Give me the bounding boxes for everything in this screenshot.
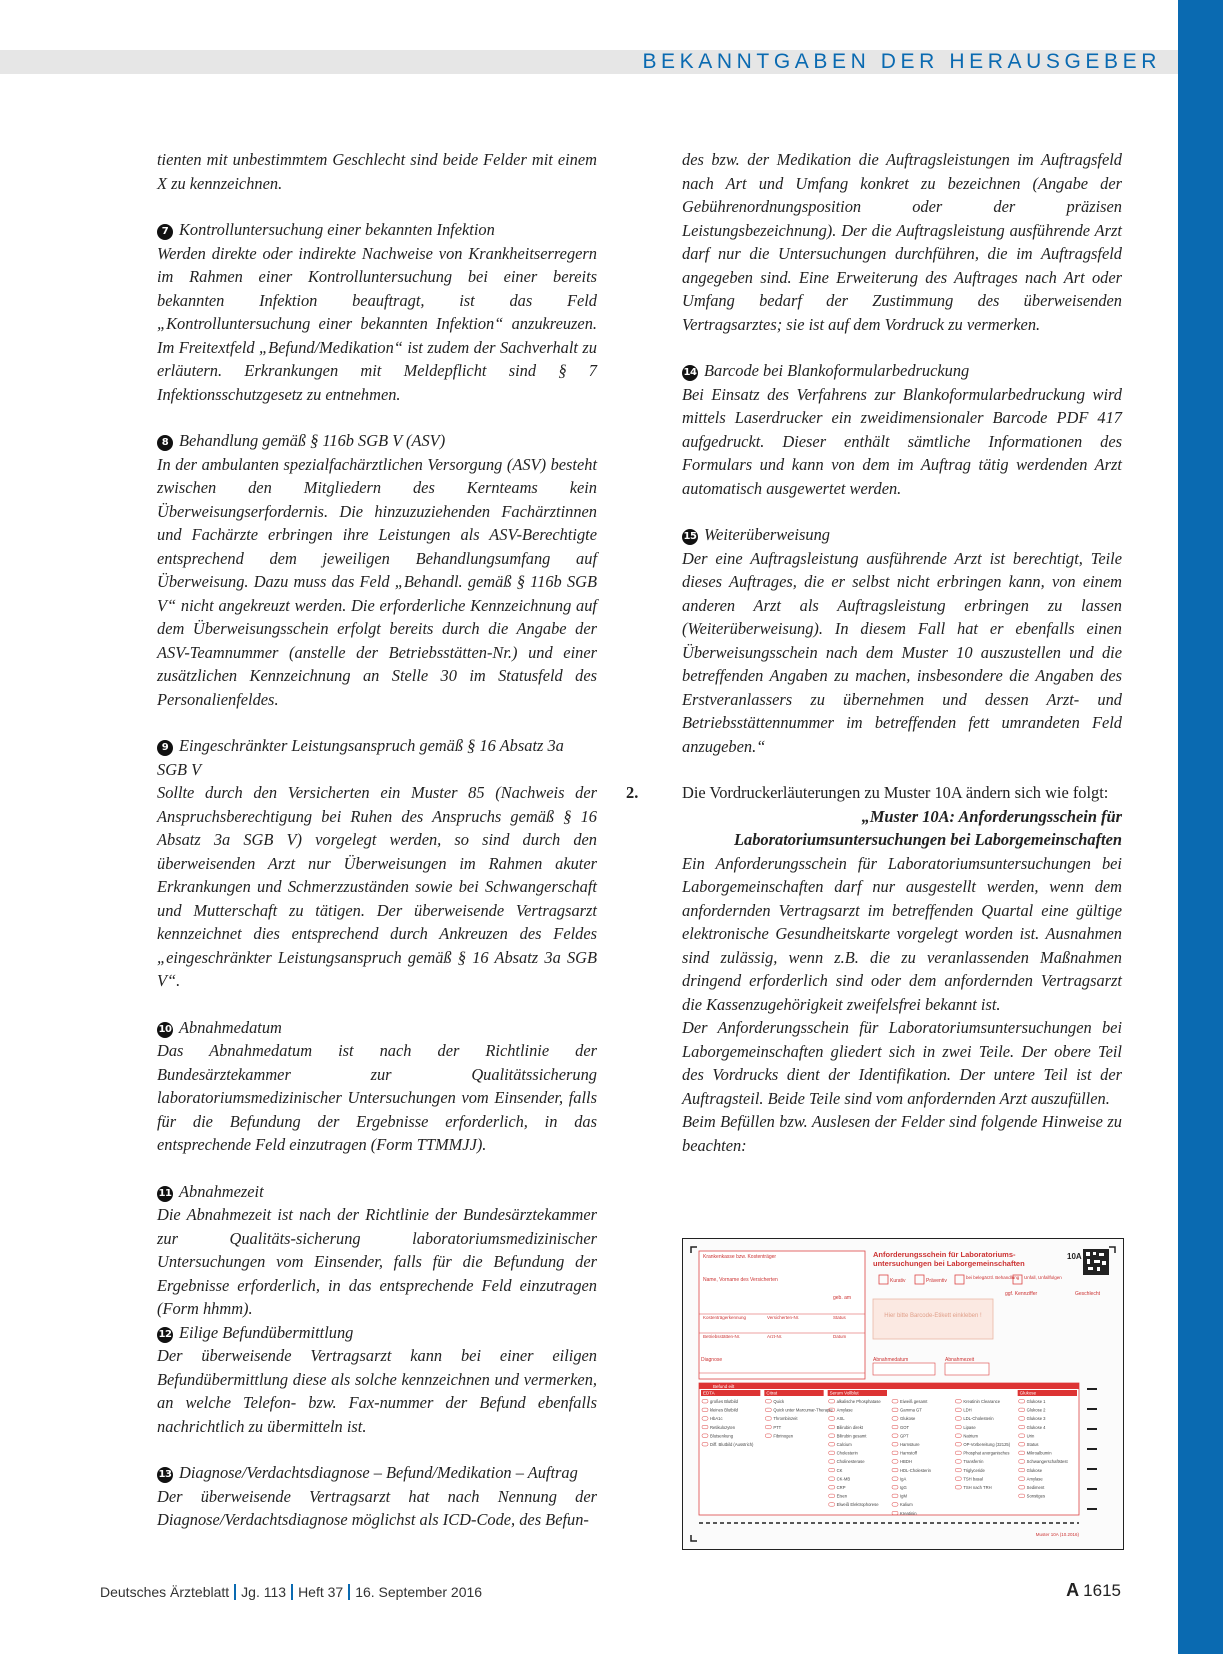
- form-label-befund-eilt: Befund eilt: [713, 1384, 735, 1389]
- number-8-icon: 8: [157, 435, 173, 451]
- lab-item-label: Cholinesterase: [836, 1459, 865, 1465]
- lab-item-label: Mikroalbumin: [1026, 1450, 1052, 1456]
- continued-paragraph: des bzw. der Medikation die Auftragsleistungen im Auftragsfeld nach Art und Umfang konkret zu bezeichnen (Angabe der Gebührenordnungsposition oder der präzisen Leistungsbezeichnung). Der die Auftragsleistung ausführende Arzt darf nur die Untersuchungen durchführen, die im Auftragsfeld angegeben sind. Eine Erweiterung des Auftrages nach Art oder Umfang bedarf der Zustimmung des überweisenden Vertragsarztes; sie ist auf dem Vordruck zu vermerken.: [682, 150, 1122, 334]
- lab-item-label: CRP: [836, 1485, 846, 1490]
- footer-separator: [234, 1584, 236, 1600]
- lab-item-label: IgA: [900, 1476, 907, 1482]
- item-2: [626, 781, 1122, 1157]
- lab-item-label: Harnsäure: [900, 1442, 920, 1447]
- lab-item-label: Natrium: [963, 1433, 979, 1439]
- section-7-title: Kontrolluntersuchung einer bekannten Infektion: [179, 220, 495, 239]
- form-label-praeventiv: Präventiv: [926, 1278, 947, 1284]
- page-footer: [100, 1584, 482, 1600]
- form-label-status: Status: [833, 1315, 846, 1320]
- lab-item-label: Eiweiß gesamt: [900, 1399, 928, 1404]
- muster-10a-form-image: [682, 1238, 1124, 1550]
- section-14: [682, 359, 1122, 500]
- lab-item-label: Kalium: [900, 1502, 913, 1508]
- item-2-paragraph-1: Ein Anforderungsschein für Laboratoriumsuntersuchungen bei Laborgemeinschaften darf nur ausgestellt werden, wenn dem anfordernden Vertragsarzt im betreffenden Quartal eine gültige elektronische Gesundheitskarte vorgelegt worden ist. Ausnahmen sind zulässig, wenn z.B. die zu veranlassenden Maßnahmen dringend erforderlich sind oder dem anfordernden Vertragsarzt die Kassenzugehörigkeit zweifelsfrei bekannt ist.: [682, 853, 1122, 1014]
- form-label-datum: Datum: [833, 1334, 847, 1339]
- form-label-geb: geb. am: [833, 1295, 852, 1301]
- lab-column-head: Citrat: [766, 1390, 778, 1396]
- page-prefix: A: [1066, 1580, 1080, 1600]
- section-11: [157, 1180, 597, 1321]
- section-7: [157, 218, 597, 406]
- lab-item-label: Eisen: [836, 1493, 848, 1499]
- lab-item-label: Transferrin: [963, 1459, 984, 1465]
- section-12-title: Eilige Befundübermittlung: [179, 1322, 354, 1342]
- footer-separator: [291, 1584, 293, 1600]
- lab-item-label: GOT: [900, 1424, 910, 1430]
- lab-item-label: Bilirubin direkt: [836, 1424, 863, 1430]
- lab-item-label: CK-MB: [836, 1476, 851, 1482]
- lab-grid-header-bar: [699, 1383, 1079, 1389]
- lab-item-label: Triglyceride: [963, 1467, 985, 1473]
- form-label-name: Name, Vorname des Versicherten: [703, 1277, 778, 1283]
- section-9-text: Sollte durch den Versicherten ein Muster 85 (Nachweis der Anspruchsberechtigung bei Ruhen des Anspruchs gemäß § 16 Absatz 3a SGB V) vorgelegt werden, so sind durch den überweisenden Arzt nur Überweisungen im Rahmen akuter Erkrankungen und Schmerzzuständen sowie bei Schwangerschaft und Mutterschaft zu tätigen. Der überweisende Vertragsarzt kennzeichnet dies entsprechend durch Ankreuzen des Feldes „eingeschränkter Leistungsanspruch gemäß § 16 Absatz 3a SGB V“.: [157, 783, 597, 990]
- section-14-text: Bei Einsatz des Verfahrens zur Blankoformularbedruckung wird mittels Laserdrucker ein zweidimensionaler Barcode PDF 417 aufgedruckt. Dieser enthält sämtliche Informationen des Formulars und kann von dem im Auftrag tätig werdenden Arzt automatisch ausgewertet werden.: [682, 384, 1122, 498]
- number-11-icon: 11: [157, 1186, 173, 1202]
- form-label-diagnose: Diagnose: [701, 1357, 723, 1363]
- lab-item-label: Glukose 2: [1026, 1407, 1046, 1413]
- section-8: [157, 429, 597, 711]
- lab-item-label: OP-Vorbereitung (32125): [963, 1442, 1011, 1447]
- section-11-text: Die Abnahmezeit ist nach der Richtlinie der Bundesärztekammer zur Qualitäts-sicherung laboratoriumsmedizinischer Untersuchungen vom Einsender, falls für die Befundung der Ergebnisse erforderlich, in das entsprechende Feld einzutragen (Form hhmm).: [157, 1205, 597, 1318]
- form-drawing: [683, 1239, 1123, 1549]
- form-label-abnahmezeit: Abnahmezeit: [945, 1357, 975, 1363]
- form-label-versicherten: Versicherten-Nr.: [767, 1315, 800, 1320]
- form-muster-label: Muster 10A (10.2016): [1035, 1532, 1079, 1537]
- number-15-icon: 15: [682, 529, 698, 545]
- lab-item-label: Status: [1026, 1442, 1039, 1447]
- lab-item-label: Glukose: [1026, 1467, 1043, 1473]
- lab-item-label: Quick unter Marcumar-Therapie: [773, 1407, 833, 1413]
- lab-item-label: Thrombinzeit: [773, 1416, 798, 1422]
- number-12-icon: 12: [157, 1327, 173, 1343]
- section-14-title: Barcode bei Blankoformularbedruckung: [704, 361, 970, 380]
- form-label-kennziffer: ggf. Kennziffer: [1005, 1291, 1038, 1297]
- lab-item-label: Glukose 4: [1026, 1424, 1046, 1430]
- section-15: [682, 523, 1122, 758]
- lab-item-label: Amylase: [836, 1407, 853, 1413]
- lab-item-label: Bilirubin gesamt: [836, 1433, 867, 1439]
- form-title-line-2: untersuchungen bei Laborgemeinschaften: [873, 1259, 1025, 1268]
- lab-item-label: Quick: [773, 1399, 785, 1404]
- lab-item-label: Glukose: [900, 1416, 916, 1422]
- intro-paragraph: tienten mit unbestimmtem Geschlecht sind beide Felder mit einem X zu kennzeichnen.: [157, 150, 597, 193]
- form-label-unfall: Unfall, Unfallfolgen: [1024, 1275, 1062, 1280]
- lab-item-label: Amylase: [1026, 1476, 1043, 1482]
- number-10-icon: 10: [157, 1022, 173, 1038]
- lab-item-label: Retikulozyten: [710, 1424, 736, 1430]
- form-title-line-1: Anforderungsschein für Laboratoriums-: [873, 1250, 1016, 1259]
- section-15-text: Der eine Auftragsleistung ausführende Arzt ist berechtigt, Teile dieses Auftrages, die er selbst nicht erbringen kann, von einem anderen Arzt als Auftragsleistung erbringen zu lassen (Weiterüberweisung). In diesem Fall hat er ebenfalls einen Überweisungsschein nach dem Muster 10 auszustellen und die betreffenden Angaben zu machen, insbesondere die Angaben des Erstveranlassers zu übernehmen und dessen Arzt- und Betriebsstättennummer im betreffenden fett umrandeten Feld anzugeben.“: [682, 548, 1122, 756]
- form-barcode-label: Hier bitte Barcode-Etikett einkleben !: [884, 1313, 982, 1319]
- form-label-kostentraeger: Kostenträgerkennung: [703, 1315, 747, 1320]
- lab-item-label: GPT: [900, 1433, 909, 1439]
- lab-item-label: TSH nach TRH: [963, 1485, 992, 1490]
- lab-item-label: großes Blutbild: [710, 1399, 738, 1404]
- lab-item-label: PTT: [773, 1424, 782, 1430]
- footer-date: 16. September 2016: [355, 1584, 483, 1600]
- page-number-value: 1615: [1083, 1581, 1121, 1600]
- number-7-icon: 7: [157, 224, 173, 240]
- lab-item-label: Kreatinin: [900, 1510, 917, 1516]
- item-2-paragraph-3: Beim Befüllen bzw. Auslesen der Felder sind folgende Hinweise zu beachten:: [682, 1112, 1122, 1155]
- lab-column-head: EDTA: [703, 1390, 715, 1396]
- lab-item-label: Harnstoff: [900, 1450, 917, 1456]
- form-label-kasse: Krankenkasse bzw. Kostenträger: [703, 1254, 777, 1260]
- form-label-arzt: Arzt-Nr.: [767, 1334, 783, 1339]
- section-15-title: Weiterüberweisung: [704, 525, 830, 544]
- lab-item-label: Calcium: [836, 1442, 852, 1447]
- lab-column-head: Serum Vollblut: [829, 1390, 859, 1396]
- lab-item-label: HBDH: [900, 1459, 912, 1465]
- lab-item-label: Fibrinogen: [773, 1433, 794, 1439]
- number-14-icon: 14: [682, 365, 698, 381]
- lab-item-label: LDH: [963, 1407, 972, 1413]
- lab-item-label: CK: [836, 1467, 843, 1473]
- number-9-icon: 9: [157, 740, 173, 756]
- section-7-text: Werden direkte oder indirekte Nachweise von Krankheitserregern im Rahmen einer Kontrolluntersuchung bei einer bereits bekannten Infektion beauftragt, ist das Feld „Kontrolluntersuchung einer bekannten Infektion“ anzukreuzen. Im Freitextfeld „Befund/Medikation“ ist zudem der Sachverhalt zu erläutern. Erkrankungen mit Meldepflicht sind § 7 Infektionsschutzgesetz zu entnehmen.: [157, 243, 597, 404]
- item-2-lead: Die Vordruckerläuterungen zu Muster 10A ändern sich wie folgt:: [682, 783, 1109, 802]
- lab-item-label: Phosphat anorganisches: [963, 1450, 1010, 1456]
- footer-separator: [348, 1584, 350, 1600]
- section-10-title: Abnahmedatum: [179, 1017, 282, 1037]
- lab-item-label: Cholesterin: [836, 1450, 858, 1456]
- left-column: [157, 148, 597, 1532]
- right-column: [626, 148, 1122, 1157]
- section-13: [157, 1461, 597, 1532]
- lab-item-label: Diff. Blutbild (Ausstrich): [710, 1442, 754, 1447]
- form-label-kurativ: Kurativ: [890, 1278, 906, 1284]
- lab-item-label: Kreatinin Clearance: [963, 1399, 1001, 1404]
- section-header-title: BEKANNTGABEN DER HERAUSGEBER: [642, 50, 1161, 73]
- footer-jg: Jg. 113: [241, 1584, 287, 1600]
- section-12: [157, 1321, 597, 1439]
- form-label-geschlecht: Geschlecht: [1075, 1291, 1101, 1297]
- lab-item-label: Sediment: [1026, 1485, 1045, 1490]
- lab-item-label: Elweiß Elektrophorese: [836, 1502, 879, 1508]
- section-13-text: Der überweisende Vertragsarzt hat nach Nennung der Diagnose/Verdachtsdiagnose möglichst als ICD-Code, des Befun-: [157, 1486, 597, 1529]
- page-number: [1066, 1580, 1121, 1601]
- lab-item-label: TSH basal: [963, 1476, 983, 1482]
- form-code: 10A: [1067, 1252, 1082, 1261]
- side-color-bar: [1178, 0, 1223, 1654]
- form-label-abnahmedatum: Abnahmedatum: [873, 1357, 909, 1363]
- lab-item-label: ASL: [836, 1416, 845, 1422]
- lab-item-label: HDL-Cholesterin: [900, 1467, 931, 1473]
- footer-heft: Heft 37: [298, 1584, 344, 1600]
- lab-item-label: Schwangerschaftstest: [1026, 1459, 1068, 1465]
- lab-item-label: Glukose 1: [1026, 1399, 1046, 1404]
- lab-item-label: kleines Blutbild: [710, 1407, 738, 1413]
- section-10-text: Das Abnahmedatum ist nach der Richtlinie der Bundesärztekammer zur Qualitätssicherung laboratoriumsmedizinischer Untersuchungen vom Einsender, falls für die Befundung der Ergebnisse erforderlich, in das entsprechende Feld einzutragen (Form TTMMJJ).: [157, 1041, 597, 1154]
- lab-item-label: Glukose 3: [1026, 1416, 1046, 1422]
- section-8-text: In der ambulanten spezialfachärztlichen Versorgung (ASV) besteht zwischen den Mitgliedern des Kernteams kein Überweisungserfordernis. Die hinzuzuziehenden Fachärztinnen und Fachärzte erbringen ihre Leistungen als ASV-Berechtigte entsprechend dem jeweiligen Behandlungsumfang auf Überweisung. Dazu muss das Feld „Behandl. gemäß § 116b SGB V“ nicht angekreuzt werden. Die erforderliche Kennzeichnung auf dem Überweisungsschein erfolgt bereits durch die Angabe der ASV-Teamnummer (anstelle der Betriebsstätten-Nr.) und einer zusätzlichen Kennzeichnung an Stelle 30 im Statusfeld des Personalienfeldes.: [157, 454, 597, 709]
- item-2-number: 2.: [626, 783, 639, 802]
- lab-item-label: IgG: [900, 1485, 907, 1490]
- lab-item-label: Blutsenkung: [710, 1433, 734, 1439]
- lab-item-label: HbA1c: [710, 1416, 723, 1422]
- lab-item-label: Gamma GT: [900, 1407, 922, 1413]
- lab-item-label: Urin: [1026, 1433, 1035, 1439]
- item-2-title: „Muster 10A: Anforderungsschein für Laboratoriumsuntersuchungen bei Laborgemeinschaften: [734, 806, 1122, 849]
- lab-item-label: IgM: [900, 1493, 907, 1499]
- form-label-betriebsstaette: Betriebsstätten-Nr.: [703, 1334, 741, 1339]
- section-8-title: Behandlung gemäß § 116b SGB V (ASV): [179, 431, 446, 450]
- section-12-text: Der überweisende Vertragsarzt kann bei einer eiligen Befundübermittlung diese als solche kennzeichnen und vermerken, an welche Telefon- bzw. Fax-nummer der Befund ebenfalls nachrichtlich zu übermitteln ist.: [157, 1346, 597, 1436]
- lab-item-label: LDL-Cholesterin: [963, 1416, 994, 1422]
- lab-column-head: Glukose: [1019, 1390, 1037, 1396]
- section-9: [157, 734, 597, 993]
- number-13-icon: 13: [157, 1467, 173, 1483]
- section-11-title: Abnahmezeit: [179, 1181, 264, 1201]
- lab-item-label: Sonstiges: [1026, 1493, 1046, 1499]
- form-label-belegaerztl: bei belegärztl. Behandlung: [966, 1275, 1020, 1280]
- footer-journal: Deutsches Ärzteblatt: [100, 1584, 230, 1600]
- section-10: [157, 1016, 597, 1157]
- section-13-title: Diagnose/Verdachtsdiagnose – Befund/Medikation – Auftrag: [179, 1463, 578, 1482]
- lab-item-label: Lipase: [963, 1424, 976, 1430]
- section-9-title: Eingeschränkter Leistungsanspruch gemäß § 16 Absatz 3a SGB V: [157, 736, 564, 779]
- lab-item-label: alkalische Phosphatase: [836, 1399, 881, 1404]
- item-2-paragraph-2: Der Anforderungsschein für Laboratoriumsuntersuchungen bei Laborgemeinschaften gliedert sich in zwei Teile. Der obere Teil des Vordrucks dient der Identifikation. Der untere Teil ist der Auftragsteil. Beide Teile sind vom anfordernden Arzt auszufüllen.: [682, 1018, 1122, 1108]
